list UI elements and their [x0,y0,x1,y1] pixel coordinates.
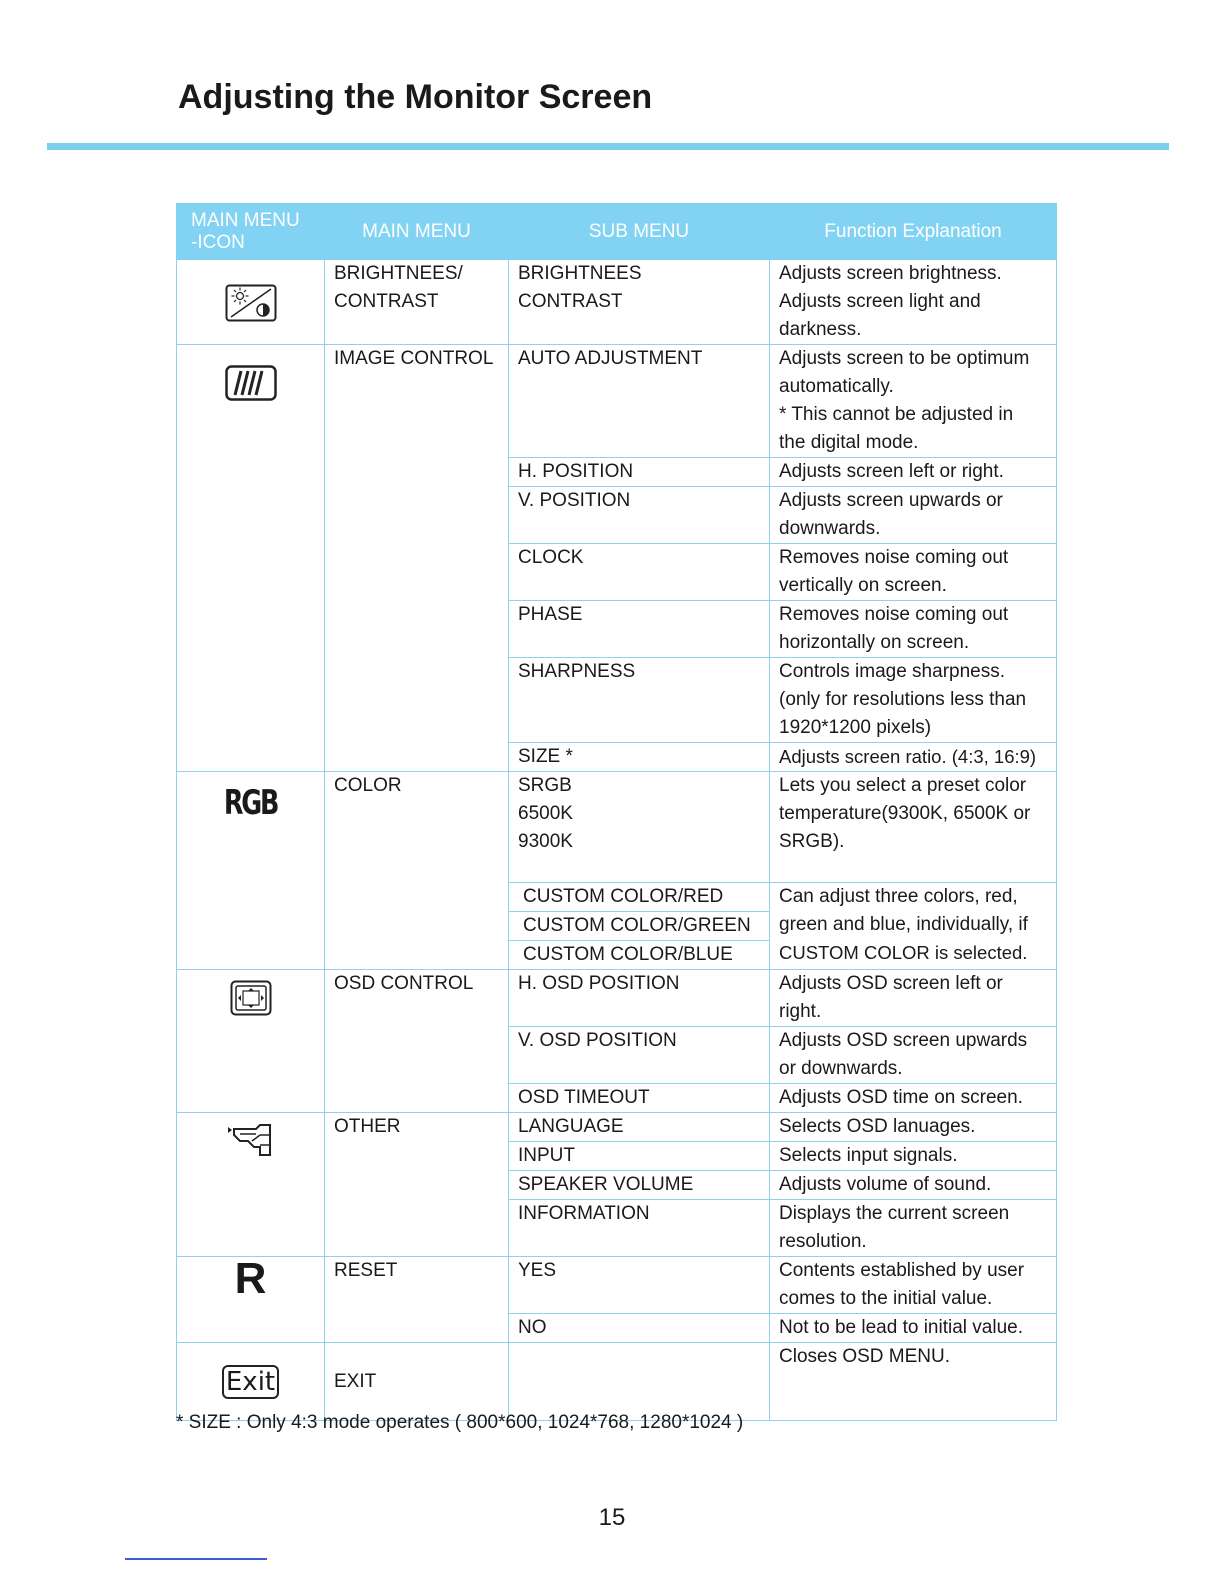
page-number: 15 [598,1504,626,1531]
function-color-presets: Lets you select a preset color temperature(9300K, 6500K or SRGB). [770,772,1057,883]
table-row [177,1113,1057,1142]
main-menu-other: OTHER [325,1113,509,1257]
osd-control-icon [230,980,272,1025]
sub-menu-v-position: V. POSITION [509,487,770,544]
page-title: Adjusting the Monitor Screen [178,78,653,116]
other-settings-icon [226,1121,276,1166]
brightness-contrast-icon-cell [177,260,325,345]
header-menu-icon: MAIN MENU -ICON [177,204,325,260]
table-row [177,970,1057,1027]
size-footnote: * SIZE : Only 4:3 mode operates ( 800*600, 1024*768, 1280*1024 ) [176,1412,744,1433]
main-menu-image-control: IMAGE CONTROL [325,345,509,772]
sub-menu-yes: YES [509,1257,770,1314]
sub-menu-auto-adjustment: AUTO ADJUSTMENT [509,345,770,458]
table-row [177,1257,1057,1314]
table-row [177,772,1057,883]
function-no: Not to be lead to initial value. [770,1314,1057,1343]
sub-menu-h-osd-position: H. OSD POSITION [509,970,770,1027]
title-divider [47,143,1169,150]
sub-menu-h-position: H. POSITION [509,458,770,487]
main-menu-exit: EXIT [325,1343,509,1421]
sub-menu-size: SIZE * [509,743,770,772]
table-row [177,345,1057,458]
table-row [177,260,1057,345]
function-phase: Removes noise coming out horizontally on screen. [770,601,1057,658]
function-h-position: Adjusts screen left or right. [770,458,1057,487]
main-menu-osd-control: OSD CONTROL [325,970,509,1113]
function-osd-timeout: Adjusts OSD time on screen. [770,1084,1057,1113]
osd-control-icon-cell [177,970,325,1113]
header-function-explanation: Function Explanation [770,204,1057,260]
image-control-icon-cell [177,345,325,772]
sub-menu-language: LANGUAGE [509,1113,770,1142]
function-information: Displays the current screen resolution. [770,1200,1057,1257]
main-menu-color: COLOR [325,772,509,970]
sub-menu-custom-color: CUSTOM COLOR/RED CUSTOM COLOR/GREEN CUSTOM COLOR/BLUE [509,883,770,970]
image-control-icon [225,365,277,410]
function-brightness: Adjusts screen brightness. Adjusts screen light and darkness. [770,260,1057,345]
header-sub-menu: SUB MENU [509,204,770,260]
other-settings-icon-cell [177,1113,325,1257]
reset-icon: R [234,1254,267,1303]
reset-icon-cell [177,1254,325,1343]
sub-menu-speaker-volume: SPEAKER VOLUME [509,1171,770,1200]
sub-menu-sharpness: SHARPNESS [509,658,770,743]
function-speaker-volume: Adjusts volume of sound. [770,1171,1057,1200]
sub-menu-v-osd-position: V. OSD POSITION [509,1027,770,1084]
table-header-row [177,204,1057,260]
function-v-position: Adjusts screen upwards or downwards. [770,487,1057,544]
function-input: Selects input signals. [770,1142,1057,1171]
sub-menu-phase: PHASE [509,601,770,658]
main-menu-reset: RESET [325,1257,509,1343]
function-exit: Closes OSD MENU. [770,1343,1057,1421]
table-row [177,1343,1057,1421]
function-size: Adjusts screen ratio. (4:3, 16:9) [770,743,1057,772]
rgb-icon: RGB [223,783,278,823]
function-sharpness: Controls image sharpness. (only for resolutions less than 1920*1200 pixels) [770,658,1057,743]
brightness-contrast-icon [225,284,277,331]
function-yes: Contents established by user comes to the initial value. [770,1257,1057,1314]
sub-menu-information: INFORMATION [509,1200,770,1257]
rgb-icon-cell [177,772,325,970]
function-clock: Removes noise coming out vertically on screen. [770,544,1057,601]
sub-menu-osd-timeout: OSD TIMEOUT [509,1084,770,1113]
exit-icon: Exit [222,1365,279,1399]
sub-menu-input: INPUT [509,1142,770,1171]
sub-menu-clock: CLOCK [509,544,770,601]
sub-menu-color-presets: SRGB 6500K 9300K [509,772,770,883]
exit-icon-cell [177,1343,325,1421]
sub-menu-brightness: BRIGHTNEES CONTRAST [509,260,770,345]
sub-menu-no: NO [509,1314,770,1343]
header-main-menu: MAIN MENU [325,204,509,260]
osd-menu-table [176,203,1057,1421]
function-custom-color: Can adjust three colors, red, green and blue, individually, if CUSTOM COLOR is selected. [770,883,1057,970]
function-h-osd-position: Adjusts OSD screen left or right. [770,970,1057,1027]
sub-menu-exit-empty [509,1343,770,1421]
main-menu-brightness: BRIGHTNEES/ CONTRAST [325,260,509,345]
function-v-osd-position: Adjusts OSD screen upwards or downwards. [770,1027,1057,1084]
bottom-link-underline [125,1558,267,1560]
function-auto-adjustment: Adjusts screen to be optimum automatically. * This cannot be adjusted in the digital mode. [770,345,1057,458]
function-language: Selects OSD lanuages. [770,1113,1057,1142]
